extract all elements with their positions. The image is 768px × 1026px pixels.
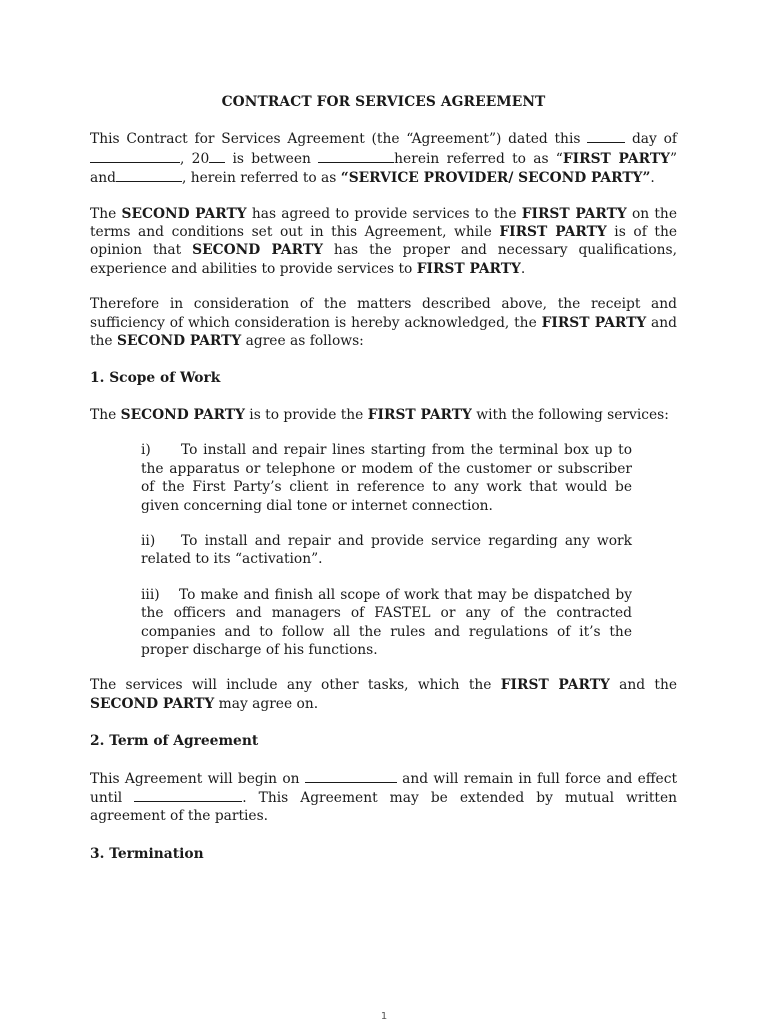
text: The <box>90 205 122 222</box>
text: may agree on. <box>214 695 319 712</box>
consideration-paragraph <box>90 295 677 350</box>
end-date-blank[interactable] <box>134 788 242 802</box>
list-item-text: To install and repair and provide service regarding any work related to its “activation”. <box>141 532 632 568</box>
page-number: 1 <box>380 1011 388 1022</box>
second-party-term: SECOND PARTY <box>116 333 242 350</box>
intro-text: is between <box>225 150 319 167</box>
document-body <box>90 93 677 881</box>
list-item <box>141 441 632 515</box>
text: agree as follows: <box>241 333 364 350</box>
list-item <box>141 586 632 660</box>
scope-outro-paragraph <box>90 676 677 713</box>
second-party-term: SECOND PARTY <box>121 205 247 222</box>
second-party-name-blank[interactable] <box>116 168 182 182</box>
month-blank[interactable] <box>90 149 180 163</box>
text: and the <box>90 314 677 350</box>
day-blank[interactable] <box>587 129 625 143</box>
list-item <box>141 532 632 569</box>
scope-intro-paragraph <box>90 406 677 424</box>
intro-text: ” and <box>90 150 678 187</box>
intro-text: , 20 <box>180 150 210 167</box>
text: and will remain in full force and effect until <box>90 770 677 806</box>
text: has the proper and necessary qualifications, experience and abilities to provide services to <box>90 242 677 277</box>
intro-text: . <box>650 170 655 187</box>
year-blank[interactable] <box>209 149 225 163</box>
first-party-term: FIRST PARTY <box>499 224 607 241</box>
first-party-name-blank[interactable] <box>318 149 394 163</box>
document-title: CONTRACT FOR SERVICES AGREEMENT <box>221 94 546 110</box>
text: is to provide the <box>244 406 368 423</box>
section-heading-term: 2. Term of Agreement <box>90 733 259 750</box>
section-heading-termination: 3. Termination <box>90 845 204 862</box>
list-item-number: iii) <box>141 586 160 603</box>
text: The services will include any other tasks, which the <box>90 677 501 694</box>
first-party-term: FIRST PARTY <box>521 205 627 222</box>
intro-text: day of <box>625 131 677 148</box>
text: with the following services: <box>471 406 669 423</box>
list-item-number: i) <box>141 442 151 459</box>
first-party-term: FIRST PARTY <box>367 406 472 423</box>
list-item-number: ii) <box>141 532 156 549</box>
list-item-text: To make and finish all scope of work that may be dispatched by the officers and managers of FASTEL or any of the contracted companies and to follow all the rules and regulations of it’s the proper discharge of his functions. <box>141 586 632 658</box>
section-heading-scope: 1. Scope of Work <box>90 370 221 387</box>
intro-text: herein referred to as “ <box>394 150 563 167</box>
term-paragraph <box>90 769 677 826</box>
intro-text: This Contract for Services Agreement (the “Agreement”) dated this <box>90 131 588 148</box>
services-list <box>141 441 632 659</box>
service-provider-term: “SERVICE PROVIDER/ SECOND PARTY” <box>340 170 651 187</box>
second-party-term: SECOND PARTY <box>192 242 323 259</box>
first-party-term: FIRST PARTY <box>416 260 521 277</box>
intro-paragraph <box>90 129 677 187</box>
first-party-term: FIRST PARTY <box>500 677 610 694</box>
text: This Agreement will begin on <box>90 770 305 787</box>
second-party-term: SECOND PARTY <box>90 695 215 712</box>
text: The <box>90 406 121 423</box>
first-party-term: FIRST PARTY <box>562 150 670 167</box>
recital-paragraph <box>90 205 677 279</box>
text: is of the opinion that <box>90 224 677 259</box>
first-party-term: FIRST PARTY <box>541 314 647 331</box>
text: Therefore in consideration of the matters described above, the receipt and sufficiency of which consideration is hereby acknowledged, the <box>90 296 677 331</box>
text: . <box>520 260 526 277</box>
second-party-term: SECOND PARTY <box>120 406 245 423</box>
text: has agreed to provide services to the <box>246 205 522 222</box>
intro-text: , herein referred to as <box>181 170 341 187</box>
text: . This Agreement may be extended by mutual written agreement of the parties. <box>90 789 677 825</box>
list-item-text: To install and repair lines starting from the terminal box up to the apparatus or telephone or modem of the customer or subscriber of the First Party’s client in reference to any work that would be given concerning dial tone or internet connection. <box>141 442 632 514</box>
text: and the <box>609 677 678 694</box>
start-date-blank[interactable] <box>305 769 397 783</box>
text: on the terms and conditions set out in this Agreement, while <box>90 205 677 241</box>
